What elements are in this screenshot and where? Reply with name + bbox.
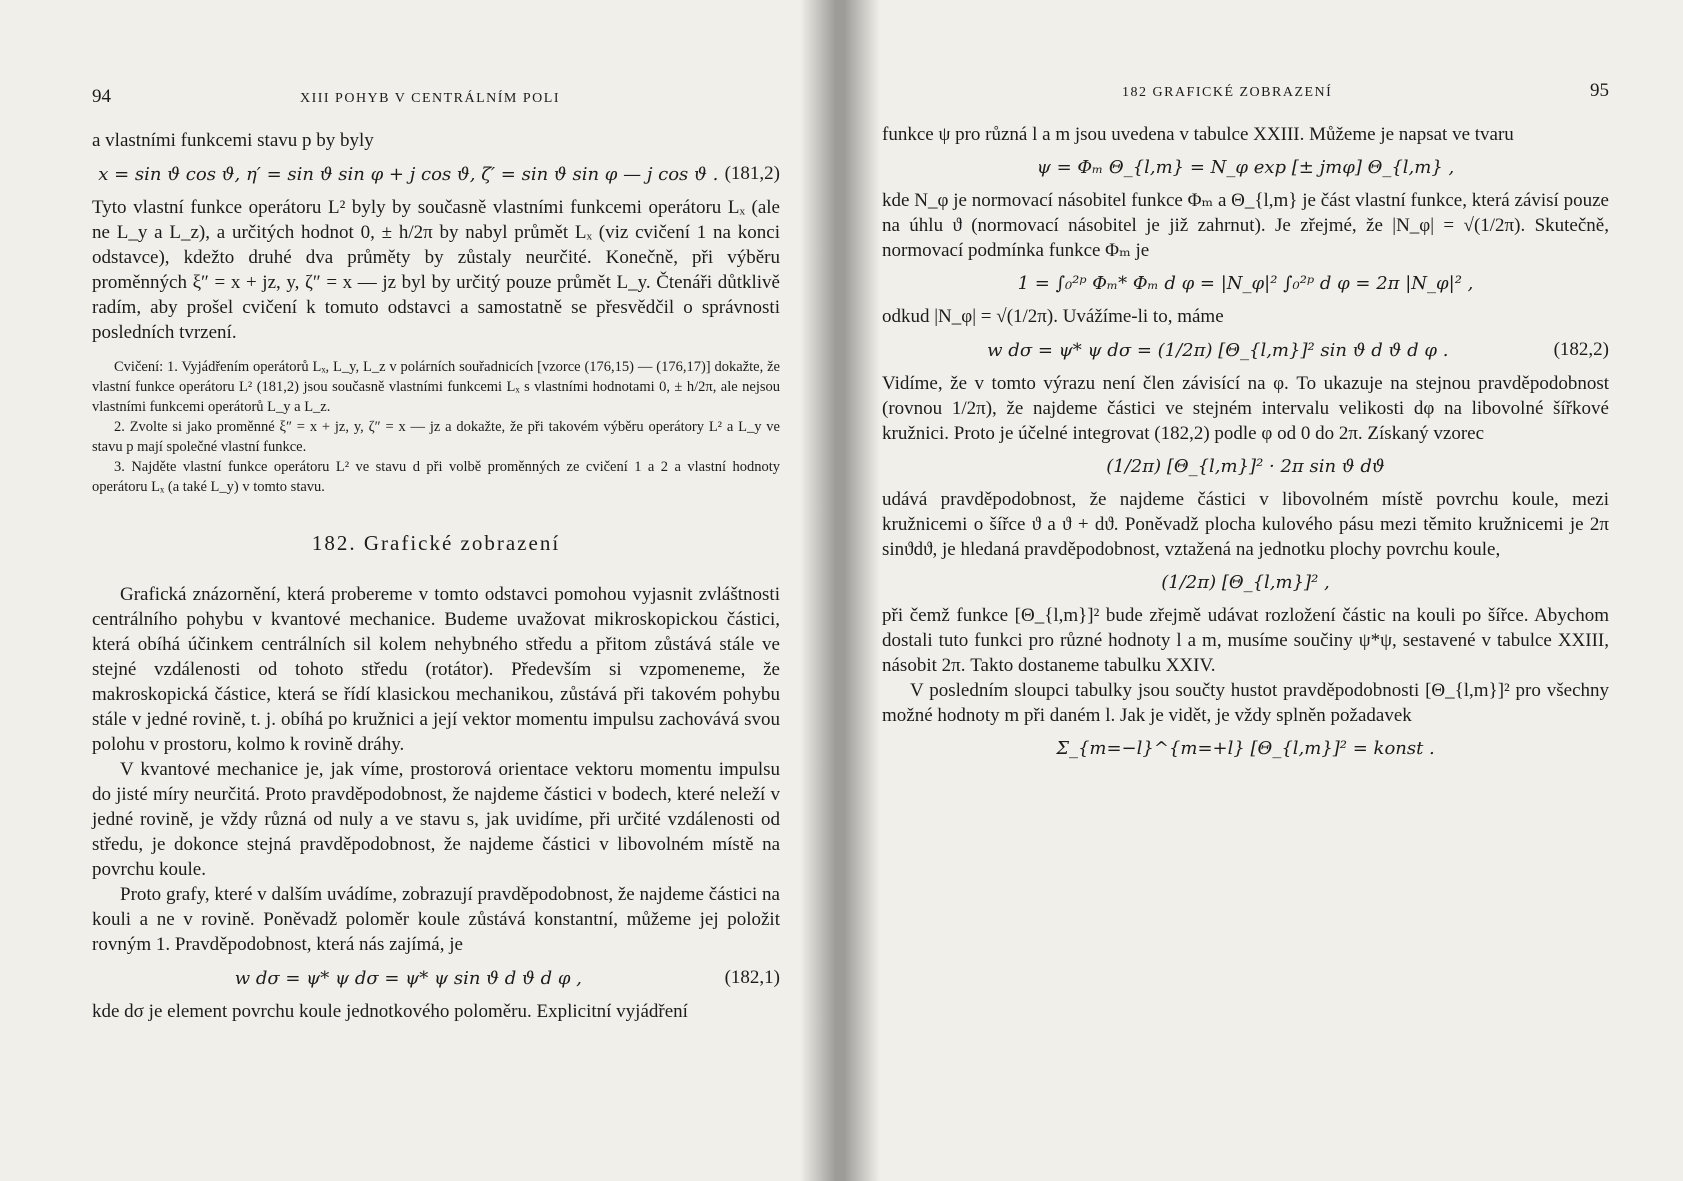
paragraph: kde N_φ je normovací násobitel funkce Φₘ a Θ_{l,m} je část vlastní funkce, která závisí pouze na úhlu ϑ (normovací násobitel je již zahrnut). Je zřejmé, že |N_φ| = √(1/2π). Skutečně, normovací podmínka funkce Φₘ je	[882, 190, 1609, 261]
paragraph: funkce ψ pro různá l a m jsou uvedena v tabulce XXIII. Můžeme je napsat ve tvaru	[882, 124, 1514, 145]
equation-body: (1/2π) [Θ_{l,m}]² ,	[1161, 572, 1330, 593]
equation-label: (182,2)	[1553, 339, 1609, 360]
exercises	[92, 357, 780, 497]
equation-body: w dσ = ψ* ψ dσ = (1/2π) [Θ_{l,m}]² sin ϑ d ϑ d φ .	[987, 339, 1449, 361]
equation-label: (182,1)	[724, 967, 780, 988]
equation-182-1	[92, 967, 780, 989]
paragraph: kde dσ je element povrchu koule jednotkového poloměru. Explicitní vyjádření	[92, 1001, 688, 1022]
equation-sum	[882, 738, 1609, 759]
equation-label: (181,2)	[724, 163, 780, 184]
section-title: 182. Grafické zobrazení	[311, 531, 561, 555]
paragraph: udává pravděpodobnost, že najdeme částici v libovolném místě povrchu koule, mezi kružnicemi o šířce ϑ a ϑ + dϑ. Poněvadž plocha kulového pásu mezi těmito kružnicemi je 2π sinϑdϑ, je hledaná pravděpodobnost, vztažená na jednotku plochy povrchu koule,	[882, 489, 1609, 560]
equation-181-2	[92, 163, 780, 185]
paragraph: Vidíme, že v tomto výrazu není člen závisící na φ. To ukazuje na stejnou pravděpodobnost (rovnou 1/2π), že najdeme částici ve stejném intervalu velikosti dφ na libovolné šířkové kružnici. Proto je účelné integrovat (182,2) podle φ od 0 do 2π. Získaný vzorec	[882, 373, 1609, 444]
paragraph: V kvantové mechanice je, jak víme, prostorová orientace vektoru momentu impulsu do jisté míry neurčitá. Proto pravděpodobnost, že najdeme částici v bodech, které neleží v jedné rovině, je vždy různá od nuly a ve stavu s, jak uvidíme, při určité vzdálenosti od středu, je dokonce stejná pravděpodobnost, že najdeme částici v libovolném místě na povrchu koule.	[92, 759, 780, 880]
left-page	[0, 0, 836, 1181]
paragraph: Tyto vlastní funkce operátoru L² byly by současně vlastními funkcemi operátoru Lₓ (ale ne L_y a L_z), a určitých hodnot 0, ± h/2π by nabyl průmět Lₓ (viz cvičení 1 na konci odstavce), kdežto druhé dva průměty by zůstaly neurčité. Konečně, při výběru proměnných ξ″ = x + jz, y, ζ″ = x — jz byl by určitý pouze průmět L_y. Čtenáři důtklivě radím, aby prošel cvičení k tomuto odstavci a samostatně se přesvědčil o správnosti posledních tvrzení.	[92, 197, 780, 343]
equation-body: 1 = ∫₀²ᵖ Φₘ* Φₘ d φ = |N_φ|² ∫₀²ᵖ d φ = 2π |N_φ|² ,	[1017, 273, 1474, 294]
equation-182-2	[882, 339, 1609, 361]
paragraph: při čemž funkce [Θ_{l,m}]² bude zřejmě udávat rozložení částic na kouli po šířce. Abychom dostali tuto funkci pro různé hodnoty l a m, musíme součiny ψ*ψ, sestavené v tabulce XXIII, násobit 2π. Takto dostaneme tabulku XXIV.	[882, 605, 1609, 676]
equation-body: (1/2π) [Θ_{l,m}]² · 2π sin ϑ dϑ	[1106, 456, 1385, 477]
paragraph: a vlastními funkcemi stavu p by byly	[92, 130, 374, 151]
running-head: XIII POHYB V CENTRÁLNÍM POLI	[299, 91, 560, 106]
right-page	[836, 0, 1683, 1181]
equation-density	[882, 572, 1609, 593]
page-number: 94	[92, 86, 111, 107]
paragraph: Grafická znázornění, která probereme v tomto odstavci pomohou vyjasnit zvláštnosti centrálního pohybu v kvantové mechanice. Budeme uvažovat mikroskopickou částici, která obíhá účinkem centrálních sil kolem nehybného středu a přitom zůstává stále ve stejné vzdálenosti od tohoto středu (rotátor). Především si vzpomeneme, že makroskopická částice, která se řídí klasickou mechanikou, zůstává při takovém pohybu stále v jedné rovině, t. j. obíhá po kružnici a její vektor momentu impulsu zachovává svou polohu v prostoru, kolmo k rovině dráhy.	[92, 584, 780, 755]
exercise-2: 2. Zvolte si jako proměnné ξ″ = x + jz, y, ζ″ = x — jz a dokažte, že při takovém výběru operátory L² a L_y ve stavu p mají společné vlastní funkce.	[92, 419, 780, 455]
equation-body: w dσ = ψ* ψ dσ = ψ* ψ sin ϑ d ϑ d φ ,	[234, 967, 582, 989]
left-page-header	[92, 86, 780, 108]
paragraph: odkud |N_φ| = √(1/2π). Uvážíme-li to, máme	[882, 306, 1224, 327]
page-number: 95	[1590, 80, 1609, 101]
equation-body: ψ = Φₘ Θ_{l,m} = N_φ exp [± jmφ] Θ_{l,m} ,	[1036, 157, 1455, 178]
paragraph: V posledním sloupci tabulky jsou součty hustot pravděpodobnosti [Θ_{l,m}]² pro všechny možné hodnoty m při daném l. Jak je vidět, je vždy splněn požadavek	[882, 680, 1609, 726]
running-head: 182 GRAFICKÉ ZOBRAZENÍ	[1122, 85, 1333, 100]
equation-body: x = sin ϑ cos ϑ, η′ = sin ϑ sin φ + j cos ϑ, ζ′ = sin ϑ sin φ — j cos ϑ .	[98, 163, 719, 185]
equation-body: Σ_{m=−l}^{m=+l} [Θ_{l,m}]² = konst .	[1056, 738, 1435, 759]
right-page-header	[882, 80, 1609, 102]
equation-normalization	[882, 273, 1609, 294]
equation-psi	[882, 157, 1609, 178]
exercise-3: 3. Najděte vlastní funkce operátoru L² ve stavu d při volbě proměnných ze cvičení 1 a 2 a vlastní hodnoty operátoru Lₓ (a také L_y) v tomto stavu.	[92, 459, 780, 495]
paragraph: Proto grafy, které v dalším uvádíme, zobrazují pravděpodobnost, že najdeme částici na kouli a ne v rovině. Poněvadž poloměr koule zůstává konstantní, můžeme jej položit rovným 1. Pravděpodobnost, která nás zajímá, je	[92, 884, 780, 955]
exercise-1: Cvičení: 1. Vyjádřením operátorů Lₓ, L_y, L_z v polárních souřadnicích [vzorce (176,15) — (176,17)] dokažte, že vlastní funkce operátoru L² (181,2) jsou současně vlastními funkcemi Lₓ s vlastními hodnotami 0, ± h/2π, ale nejsou vlastními funkcemi operátorů L_y a L_z.	[92, 359, 780, 415]
equation-probability	[882, 456, 1609, 477]
